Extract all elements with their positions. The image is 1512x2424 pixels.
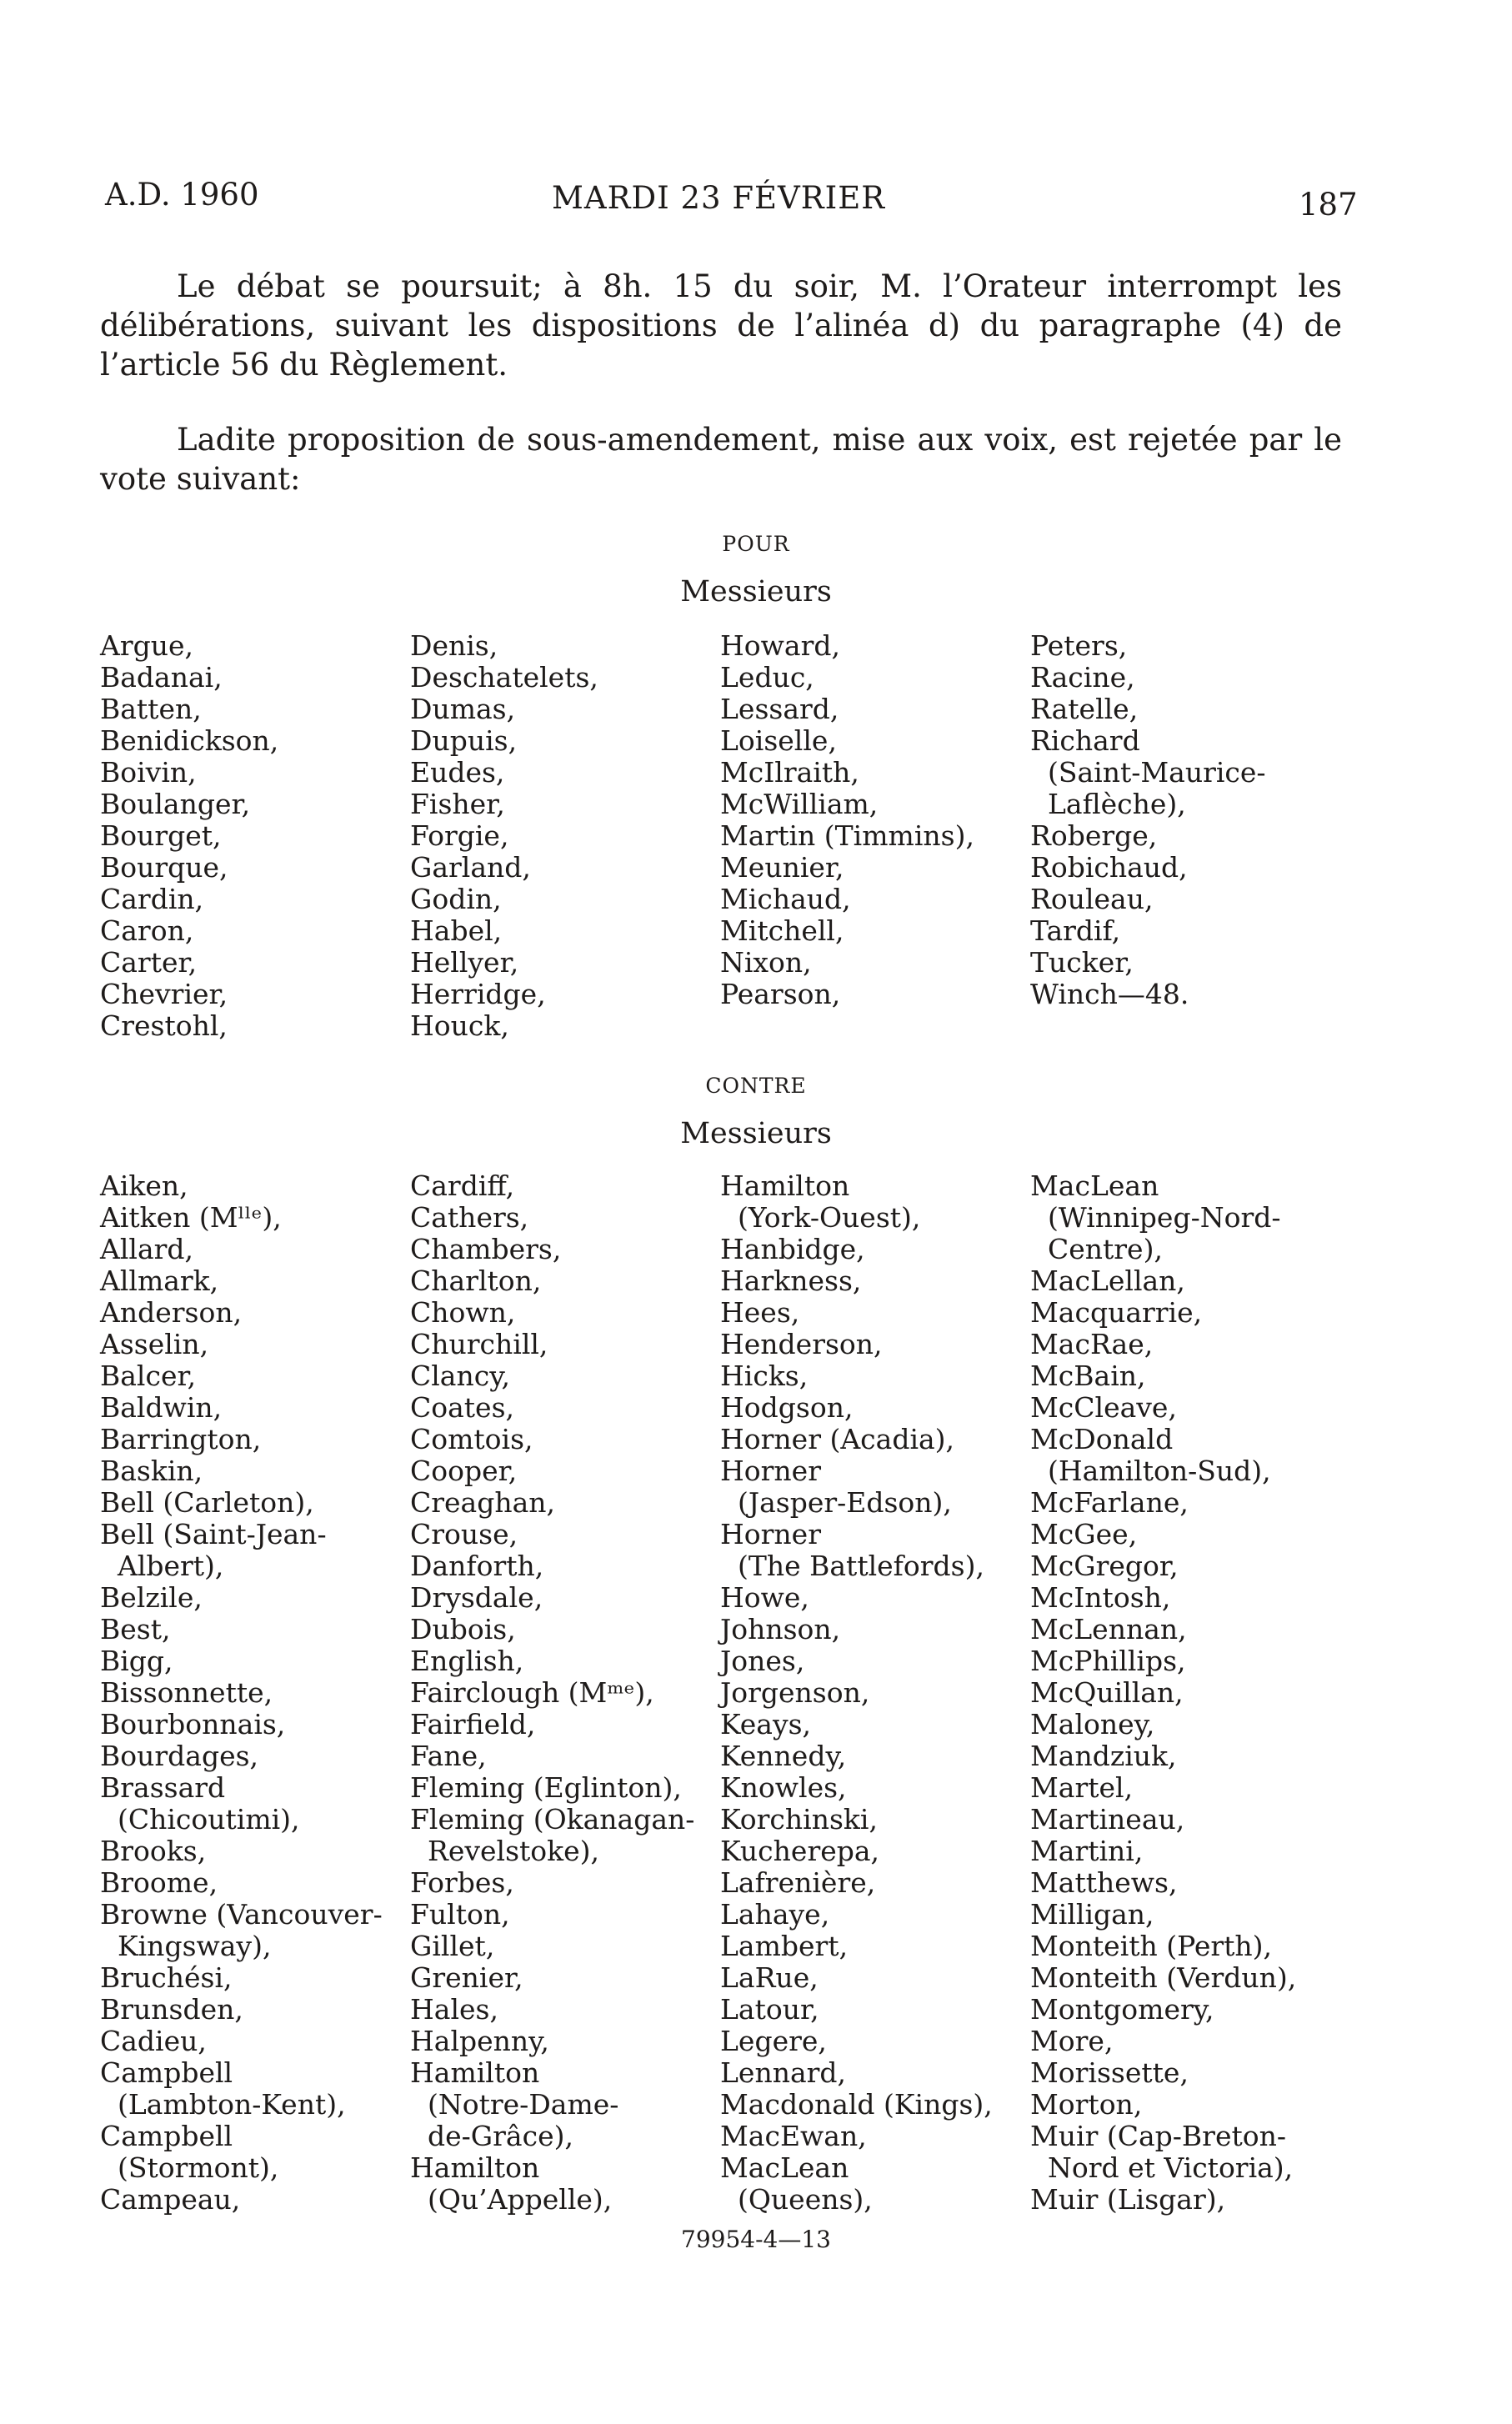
member-name: Howard, bbox=[720, 629, 840, 662]
member-name: Horner bbox=[720, 1518, 821, 1550]
member-name: Roberge, bbox=[1030, 819, 1158, 852]
member-name: Campbell bbox=[100, 2120, 233, 2152]
member-name: Cathers, bbox=[410, 1201, 529, 1234]
member-name: Macquarrie, bbox=[1030, 1296, 1203, 1329]
member-name: McIlraith, bbox=[720, 756, 859, 789]
member-name: Aiken, bbox=[100, 1169, 188, 1202]
member-name: Revelstoke), bbox=[410, 1835, 600, 1867]
member-name: (Stormont), bbox=[100, 2151, 279, 2184]
page-number: 187 bbox=[1299, 187, 1358, 223]
paragraph-debate bbox=[100, 267, 1342, 384]
member-name: Asselin, bbox=[100, 1328, 209, 1360]
member-name: McIntosh, bbox=[1030, 1581, 1171, 1614]
footer-code: 79954-4—13 bbox=[681, 2226, 831, 2253]
member-name: Crouse, bbox=[410, 1518, 518, 1550]
member-name: Morton, bbox=[1030, 2088, 1143, 2121]
member-name: Racine, bbox=[1030, 661, 1135, 694]
member-name: Campbell bbox=[100, 2056, 233, 2089]
member-name: MacLellan, bbox=[1030, 1265, 1185, 1297]
member-name: Baskin, bbox=[100, 1455, 203, 1487]
member-name: (Hamilton-Sud), bbox=[1030, 1455, 1271, 1487]
member-name: (Jasper-Edson), bbox=[720, 1486, 952, 1519]
member-name: Montgomery, bbox=[1030, 1993, 1214, 2026]
member-name: Habel, bbox=[410, 914, 503, 947]
member-name: (The Battlefords), bbox=[720, 1550, 984, 1582]
member-name: Coates, bbox=[410, 1391, 515, 1424]
member-name: Albert), bbox=[100, 1550, 224, 1582]
member-name: (Qu’Appelle), bbox=[410, 2183, 613, 2216]
member-name: (Notre-Dame- bbox=[410, 2088, 619, 2121]
pour-column-3 bbox=[720, 630, 1030, 1042]
member-name: Morissette, bbox=[1030, 2056, 1189, 2089]
member-name: Denis, bbox=[410, 629, 498, 662]
member-name: Mandziuk, bbox=[1030, 1740, 1177, 1772]
member-name: McLennan, bbox=[1030, 1613, 1187, 1645]
member-name: MacRae, bbox=[1030, 1328, 1154, 1360]
member-name: Chambers, bbox=[410, 1233, 562, 1265]
date-title: MARDI 23 FÉVRIER bbox=[552, 180, 886, 216]
member-name: Martini, bbox=[1030, 1835, 1144, 1867]
member-name: Grenier, bbox=[410, 1961, 523, 1994]
pour-subheading: Messieurs bbox=[680, 575, 832, 609]
member-name: Bourbonnais, bbox=[100, 1708, 286, 1740]
member-name: Hanbidge, bbox=[720, 1233, 865, 1265]
member-name: Howe, bbox=[720, 1581, 809, 1614]
member-name: Hamilton bbox=[410, 2056, 540, 2089]
member-name: Forbes, bbox=[410, 1866, 514, 1899]
member-name: Eudes, bbox=[410, 756, 505, 789]
paragraph-vote bbox=[100, 420, 1342, 498]
member-name: Broome, bbox=[100, 1866, 218, 1899]
member-name: (Chicoutimi), bbox=[100, 1803, 300, 1836]
member-name: Baldwin, bbox=[100, 1391, 223, 1424]
member-name: Halpenny, bbox=[410, 2025, 549, 2057]
member-name: Harkness, bbox=[720, 1265, 862, 1297]
member-name: Korchinski, bbox=[720, 1803, 878, 1836]
member-name: (Winnipeg-Nord- bbox=[1030, 1201, 1281, 1234]
member-name: Leduc, bbox=[720, 661, 814, 694]
member-name: Brooks, bbox=[100, 1835, 207, 1867]
member-name: Bourdages, bbox=[100, 1740, 259, 1772]
member-name: Tucker, bbox=[1030, 946, 1134, 979]
contre-column-4 bbox=[1030, 1170, 1340, 2216]
member-name: Drysdale, bbox=[410, 1581, 543, 1614]
contre-name-list bbox=[720, 1170, 1030, 2216]
member-name: Michaud, bbox=[720, 883, 851, 915]
contre-name-list bbox=[410, 1170, 720, 2216]
member-name: Balcer, bbox=[100, 1360, 197, 1392]
member-name: Dubois, bbox=[410, 1613, 516, 1645]
member-name: Anderson, bbox=[100, 1296, 243, 1329]
member-name: Mitchell, bbox=[720, 914, 844, 947]
member-name: Chown, bbox=[410, 1296, 516, 1329]
member-name: Fulton, bbox=[410, 1898, 510, 1931]
member-name: Matthews, bbox=[1030, 1866, 1178, 1899]
member-name: Comtois, bbox=[410, 1423, 533, 1455]
member-name: (York-Ouest), bbox=[720, 1201, 921, 1234]
member-name: Hellyer, bbox=[410, 946, 519, 979]
pour-heading: POUR bbox=[722, 532, 790, 556]
member-name: Hees, bbox=[720, 1296, 800, 1329]
member-name: (Lambton-Kent), bbox=[100, 2088, 346, 2121]
contre-subheading: Messieurs bbox=[680, 1117, 832, 1150]
member-name: Crestohl, bbox=[100, 1009, 228, 1042]
member-name: Chevrier, bbox=[100, 978, 228, 1010]
contre-name-list bbox=[1030, 1170, 1340, 2216]
member-name: Fisher, bbox=[410, 788, 505, 820]
member-name: Clancy, bbox=[410, 1360, 510, 1392]
contre-name-columns bbox=[92, 1170, 1392, 2216]
member-name: Fairfield, bbox=[410, 1708, 536, 1740]
member-name: Argue, bbox=[100, 629, 194, 662]
member-name: Jones, bbox=[720, 1645, 805, 1677]
contre-column-1 bbox=[100, 1170, 410, 2216]
member-name: Bigg, bbox=[100, 1645, 173, 1677]
member-name: Loiselle, bbox=[720, 724, 837, 757]
member-name: Cadieu, bbox=[100, 2025, 207, 2057]
member-name: Gillet, bbox=[410, 1930, 495, 1962]
member-name: Robichaud, bbox=[1030, 851, 1188, 884]
member-name: Lahaye, bbox=[720, 1898, 830, 1931]
member-name: Lessard, bbox=[720, 693, 839, 725]
member-name: McQuillan, bbox=[1030, 1676, 1184, 1709]
member-name: Monteith (Perth), bbox=[1030, 1930, 1273, 1962]
member-name: Forgie, bbox=[410, 819, 509, 852]
member-name: Peters, bbox=[1030, 629, 1128, 662]
pour-name-list bbox=[100, 630, 410, 1042]
member-name: Winch—48. bbox=[1030, 978, 1189, 1010]
member-name: MacLean bbox=[720, 2151, 849, 2184]
member-name: Allmark, bbox=[100, 1265, 219, 1297]
member-name: Nord et Victoria), bbox=[1030, 2151, 1294, 2184]
member-name: LaRue, bbox=[720, 1961, 819, 1994]
member-name: Aitken (Mˡˡᵉ), bbox=[100, 1201, 282, 1234]
member-name: (Saint-Maurice- bbox=[1030, 756, 1266, 789]
member-name: Best, bbox=[100, 1613, 171, 1645]
member-name: Bell (Carleton), bbox=[100, 1486, 314, 1519]
member-name: McPhillips, bbox=[1030, 1645, 1186, 1677]
member-name: Cardiff, bbox=[410, 1169, 515, 1202]
member-name: Keays, bbox=[720, 1708, 812, 1740]
member-name: English, bbox=[410, 1645, 524, 1677]
member-name: Martineau, bbox=[1030, 1803, 1185, 1836]
pour-name-list bbox=[410, 630, 720, 1042]
member-name: McGee, bbox=[1030, 1518, 1138, 1550]
member-name: Caron, bbox=[100, 914, 194, 947]
member-name: Churchill, bbox=[410, 1328, 548, 1360]
member-name: Nixon, bbox=[720, 946, 812, 979]
member-name: Bourque, bbox=[100, 851, 228, 884]
member-name: Macdonald (Kings), bbox=[720, 2088, 993, 2121]
contre-name-list bbox=[100, 1170, 410, 2216]
member-name: Browne (Vancouver- bbox=[100, 1898, 383, 1931]
member-name: Henderson, bbox=[720, 1328, 883, 1360]
member-name: Fane, bbox=[410, 1740, 487, 1772]
member-name: Muir (Lisgar), bbox=[1030, 2183, 1226, 2216]
member-name: Barrington, bbox=[100, 1423, 262, 1455]
member-name: McWilliam, bbox=[720, 788, 879, 820]
member-name: Bourget, bbox=[100, 819, 222, 852]
member-name: Rouleau, bbox=[1030, 883, 1154, 915]
member-name: Maloney, bbox=[1030, 1708, 1155, 1740]
member-name: Danforth, bbox=[410, 1550, 544, 1582]
member-name: Dumas, bbox=[410, 693, 516, 725]
member-name: Bissonnette, bbox=[100, 1676, 273, 1709]
paragraph-text: Le débat se poursuit; à 8h. 15 du soir, M. l’Orateur interrompt les délibérations, suivant les dispositions de l’alinéa d) du paragraphe (4) de l’article 56 du Règlement. bbox=[100, 268, 1342, 383]
member-name: Knowles, bbox=[720, 1771, 847, 1804]
member-name: McFarlane, bbox=[1030, 1486, 1189, 1519]
member-name: Ratelle, bbox=[1030, 693, 1139, 725]
member-name: McDonald bbox=[1030, 1423, 1174, 1455]
pour-column-1 bbox=[100, 630, 410, 1042]
member-name: Milligan, bbox=[1030, 1898, 1154, 1931]
member-name: Brunsden, bbox=[100, 1993, 243, 2026]
contre-column-2 bbox=[410, 1170, 720, 2216]
member-name: Badanai, bbox=[100, 661, 223, 694]
member-name: Laflèche), bbox=[1030, 788, 1186, 820]
member-name: Hodgson, bbox=[720, 1391, 854, 1424]
member-name: Carter, bbox=[100, 946, 198, 979]
page-header bbox=[0, 177, 1512, 227]
member-name: Fairclough (Mᵐᵉ), bbox=[410, 1676, 654, 1709]
member-name: Monteith (Verdun), bbox=[1030, 1961, 1297, 1994]
pour-name-list bbox=[720, 630, 1030, 1010]
member-name: Dupuis, bbox=[410, 724, 518, 757]
member-name: Fleming (Eglinton), bbox=[410, 1771, 682, 1804]
member-name: Brassard bbox=[100, 1771, 226, 1804]
member-name: Horner bbox=[720, 1455, 821, 1487]
paragraph-text: Ladite proposition de sous-amendement, mise aux voix, est rejetée par le vote suivant: bbox=[100, 422, 1342, 497]
member-name: Garland, bbox=[410, 851, 531, 884]
member-name: Herridge, bbox=[410, 978, 546, 1010]
member-name: Kingsway), bbox=[100, 1930, 272, 1962]
member-name: Centre), bbox=[1030, 1233, 1163, 1265]
member-name: Richard bbox=[1030, 724, 1140, 757]
member-name: Horner (Acadia), bbox=[720, 1423, 955, 1455]
member-name: Hamilton bbox=[410, 2151, 540, 2184]
member-name: Hales, bbox=[410, 1993, 498, 2026]
member-name: Charlton, bbox=[410, 1265, 542, 1297]
member-name: McBain, bbox=[1030, 1360, 1146, 1392]
member-name: McGregor, bbox=[1030, 1550, 1179, 1582]
member-name: Cooper, bbox=[410, 1455, 518, 1487]
member-name: MacEwan, bbox=[720, 2120, 867, 2152]
member-name: Batten, bbox=[100, 693, 202, 725]
pour-column-4 bbox=[1030, 630, 1340, 1042]
year-label: A.D. 1960 bbox=[105, 177, 259, 213]
member-name: Boivin, bbox=[100, 756, 197, 789]
member-name: Pearson, bbox=[720, 978, 841, 1010]
member-name: Kucherepa, bbox=[720, 1835, 880, 1867]
member-name: Meunier, bbox=[720, 851, 844, 884]
member-name: Boulanger, bbox=[100, 788, 251, 820]
member-name: McCleave, bbox=[1030, 1391, 1177, 1424]
member-name: Benidickson, bbox=[100, 724, 279, 757]
member-name: Lafrenière, bbox=[720, 1866, 876, 1899]
member-name: Kennedy, bbox=[720, 1740, 847, 1772]
member-name: Godin, bbox=[410, 883, 502, 915]
member-name: Muir (Cap-Breton- bbox=[1030, 2120, 1287, 2152]
member-name: Bell (Saint-Jean- bbox=[100, 1518, 327, 1550]
member-name: Bruchési, bbox=[100, 1961, 233, 1994]
pour-name-list bbox=[1030, 630, 1340, 1010]
member-name: Hicks, bbox=[720, 1360, 809, 1392]
member-name: Creaghan, bbox=[410, 1486, 556, 1519]
member-name: Campeau, bbox=[100, 2183, 241, 2216]
contre-column-3 bbox=[720, 1170, 1030, 2216]
member-name: (Queens), bbox=[720, 2183, 873, 2216]
member-name: Allard, bbox=[100, 1233, 194, 1265]
member-name: de-Grâce), bbox=[410, 2120, 573, 2152]
member-name: Tardif, bbox=[1030, 914, 1121, 947]
pour-name-columns bbox=[92, 630, 1392, 1042]
member-name: Hamilton bbox=[720, 1169, 850, 1202]
member-name: Deschatelets, bbox=[410, 661, 598, 694]
member-name: Jorgenson, bbox=[720, 1676, 870, 1709]
member-name: Fleming (Okanagan- bbox=[410, 1803, 695, 1836]
contre-heading: CONTRE bbox=[705, 1074, 807, 1098]
member-name: Martel, bbox=[1030, 1771, 1134, 1804]
member-name: MacLean bbox=[1030, 1169, 1159, 1202]
member-name: Cardin, bbox=[100, 883, 204, 915]
member-name: Martin (Timmins), bbox=[720, 819, 974, 852]
member-name: Johnson, bbox=[720, 1613, 841, 1645]
member-name: Lambert, bbox=[720, 1930, 849, 1962]
pour-column-2 bbox=[410, 630, 720, 1042]
member-name: Latour, bbox=[720, 1993, 819, 2026]
member-name: Legere, bbox=[720, 2025, 827, 2057]
member-name: Lennard, bbox=[720, 2056, 847, 2089]
member-name: Houck, bbox=[410, 1009, 509, 1042]
member-name: Belzile, bbox=[100, 1581, 203, 1614]
member-name: More, bbox=[1030, 2025, 1114, 2057]
